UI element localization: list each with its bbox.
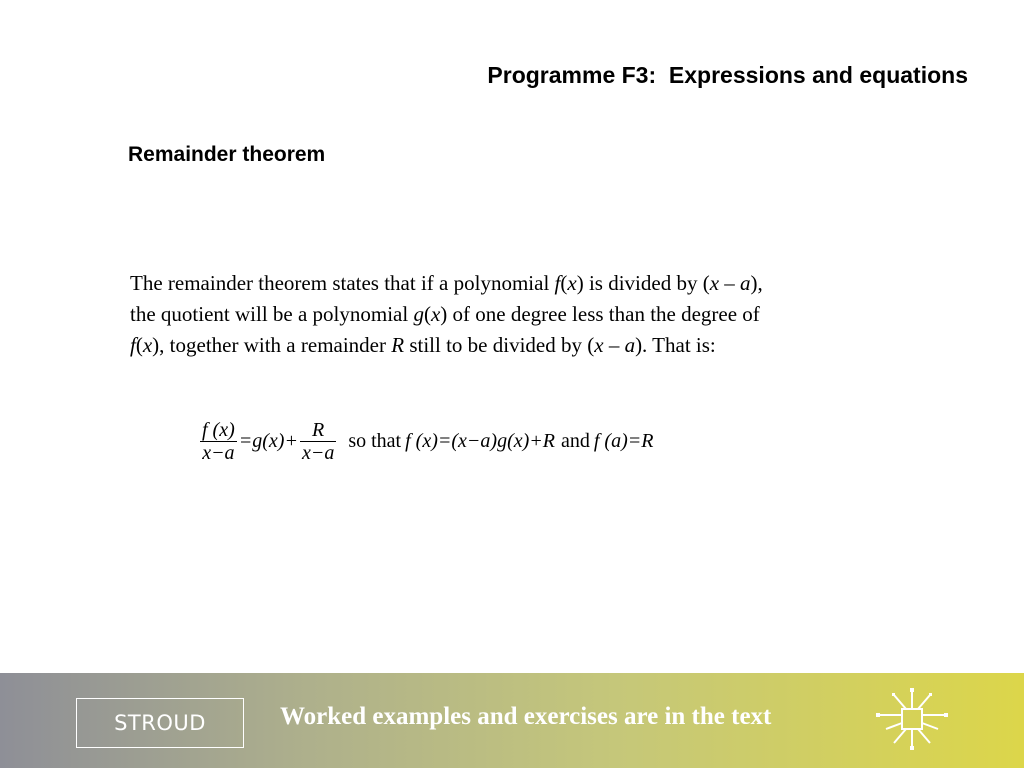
math-symbol: a — [740, 271, 751, 295]
text-span: still to be divided by ( — [404, 333, 595, 357]
text-span: – — [719, 271, 741, 295]
text-span: ). That is: — [635, 333, 716, 357]
stroud-logo — [76, 698, 244, 748]
text-span: ) is divided by ( — [576, 271, 710, 295]
paragraph-line-3 — [130, 330, 920, 361]
math-symbol: f — [130, 333, 136, 357]
fraction-fx-over-x-minus-a — [200, 419, 237, 464]
formula-expression-2: f (a)=R — [593, 429, 654, 452]
fraction-r-over-x-minus-a — [300, 419, 336, 464]
text-span: ), together with a remainder — [152, 333, 392, 357]
math-symbol: x — [142, 333, 153, 357]
footer-bar — [0, 673, 1024, 768]
fraction-denominator: x−a — [301, 441, 335, 464]
paragraph-line-1 — [130, 268, 920, 299]
text-span: – — [603, 333, 625, 357]
fraction-numerator: R — [312, 418, 325, 441]
formula-middle: =g(x)+ — [238, 429, 298, 452]
text-span: ( — [560, 271, 568, 295]
theorem-paragraph — [130, 268, 920, 361]
network-icon — [872, 687, 952, 751]
footer-caption: Worked examples and exercises are in the text — [280, 703, 772, 730]
stroud-label: STROUD — [114, 711, 206, 735]
math-symbol: a — [624, 333, 636, 357]
section-title: Remainder theorem — [128, 143, 326, 166]
text-span: ), — [750, 271, 763, 295]
fraction-numerator: f (x) — [202, 418, 235, 441]
text-span: ( — [135, 333, 143, 357]
text-span: The remainder theorem states that if a polynomial — [130, 271, 555, 295]
programme-title: Programme F3: Expressions and equations — [487, 62, 968, 88]
text-span: ( — [423, 302, 431, 326]
fraction-denominator: x−a — [202, 441, 235, 464]
math-symbol: x — [430, 302, 441, 326]
math-symbol: x — [709, 271, 720, 295]
math-symbol: R — [391, 333, 405, 357]
formula-expression-1: f (x)=(x−a)g(x)+R — [405, 429, 555, 452]
math-symbol: x — [567, 271, 577, 295]
text-span: the quotient will be a polynomial — [130, 302, 414, 326]
math-symbol: g — [413, 302, 424, 326]
math-symbol: x — [594, 333, 604, 357]
math-symbol: f — [554, 271, 561, 295]
and-text: and — [560, 429, 590, 452]
text-span: ) of one degree less than the degree of — [440, 302, 760, 326]
remainder-formula — [198, 416, 653, 466]
paragraph-line-2 — [130, 299, 920, 330]
so-that-text: so that — [348, 429, 402, 452]
